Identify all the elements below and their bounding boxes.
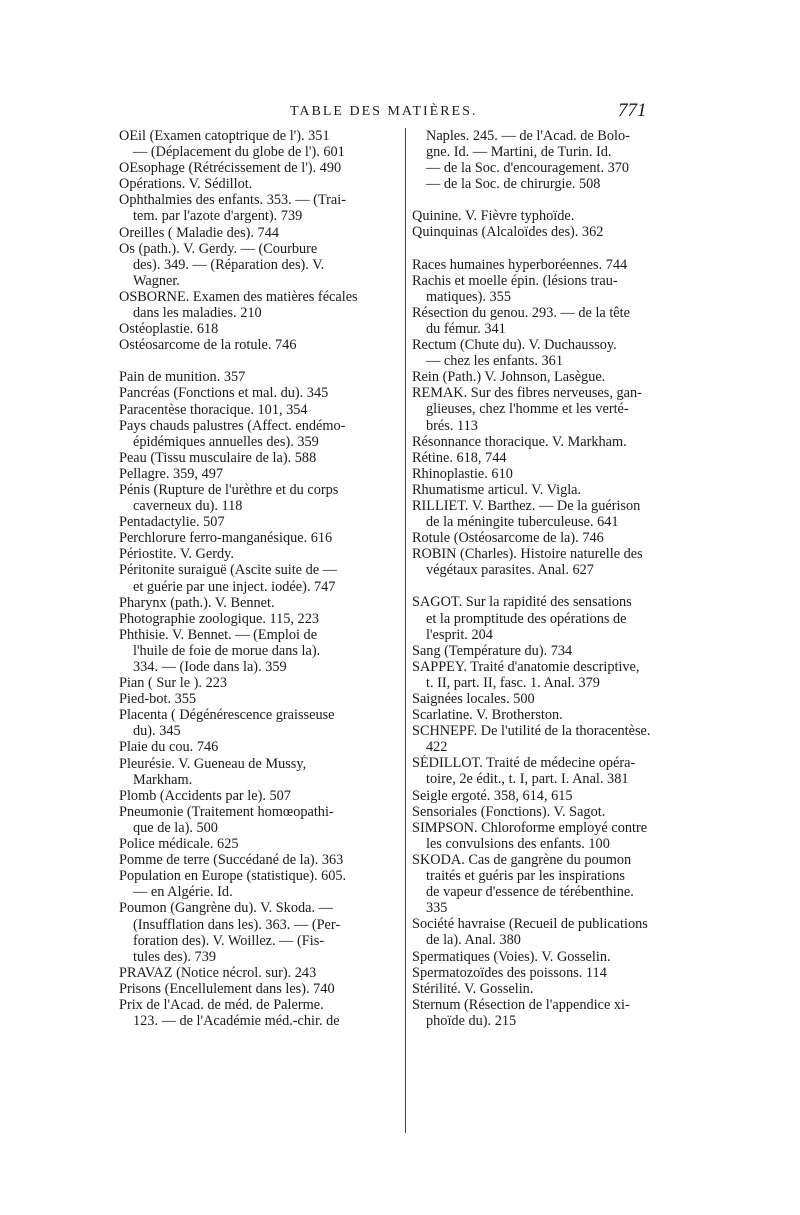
entry-line: Scarlatine. V. Brotherston. (412, 707, 563, 724)
entry-line: toire, 2e édit., t. I, part. I. Anal. 381 (426, 771, 629, 788)
entry-line: Pied-bot. 355 (119, 691, 197, 708)
entry-line: Prisons (Encellulement dans les). 740 (119, 980, 335, 997)
index-entry (412, 530, 682, 546)
index-entry (412, 723, 682, 755)
entry-line: l'esprit. 204 (426, 626, 493, 643)
index-entry (412, 997, 682, 1029)
entry-line: Races humaines hyperboréennes. 744 (412, 256, 628, 273)
index-entry (119, 804, 395, 836)
section-gap (119, 353, 395, 369)
index-entry (119, 176, 395, 192)
index-entry (412, 128, 682, 192)
entry-line: l'huile de foie de morue dans la). (133, 642, 321, 659)
left-column (119, 128, 395, 1029)
entry-line: Spermatiques (Voies). V. Gosselin. (412, 948, 611, 965)
index-entry (119, 868, 395, 884)
index-entry (119, 418, 395, 450)
index-entry (119, 900, 395, 964)
index-entry (412, 691, 682, 707)
entry-line: OSBORNE. Examen des matières fécales (119, 288, 358, 305)
index-entry (412, 659, 682, 691)
entry-line: Ostéosarcome de la rotule. 746 (119, 337, 297, 354)
entry-line: Pharynx (path.). V. Bennet. (119, 594, 275, 611)
entry-line: Ostéoplastie. 618 (119, 321, 219, 338)
entry-line: caverneux du). 118 (133, 498, 243, 515)
entry-line: Paracentèse thoracique. 101, 354 (119, 401, 308, 418)
index-entry (412, 482, 682, 498)
section-gap (412, 192, 682, 208)
entry-line: Stérilité. V. Gosselin. (412, 980, 534, 997)
entry-line: Pénis (Rupture de l'urèthre et du corps (119, 481, 339, 498)
index-entry (119, 225, 395, 241)
index-entry (412, 385, 682, 433)
index-entry (412, 257, 682, 273)
index-entry (412, 337, 682, 369)
entry-line: Spermatozoïdes des poissons. 114 (412, 964, 607, 981)
entry-line: des). 349. — (Réparation des). V. (133, 256, 325, 273)
index-entry (412, 707, 682, 723)
entry-line: OEil (Examen catoptrique de l'). 351 (119, 128, 330, 144)
entry-line: de vapeur d'essence de térébenthine. (426, 884, 634, 901)
entry-line: et guérie par une inject. iodée). 747 (133, 578, 336, 595)
index-entry (412, 450, 682, 466)
index-entry (119, 514, 395, 530)
index-entry (412, 434, 682, 450)
index-entry (119, 144, 395, 160)
index-entry (119, 611, 395, 627)
index-entry (119, 997, 395, 1029)
entry-line: Plaie du cou. 746 (119, 739, 219, 756)
entry-line: Naples. 245. — de l'Acad. de Bolo- (426, 128, 630, 144)
index-entry (119, 836, 395, 852)
entry-line: Pancréas (Fonctions et mal. du). 345 (119, 385, 329, 402)
entry-line: Pian ( Sur le ). 223 (119, 675, 228, 692)
index-entry (412, 466, 682, 482)
entry-line: Rein (Path.) V. Johnson, Lasègue. (412, 369, 606, 386)
index-entry (119, 530, 395, 546)
entry-line: glieuses, chez l'homme et les verté- (426, 401, 629, 418)
index-entry (412, 546, 682, 578)
index-entry (119, 981, 395, 997)
index-entry (119, 965, 395, 981)
column-divider (405, 128, 406, 1133)
index-entry (119, 756, 395, 788)
index-entry (119, 321, 395, 337)
entry-line: SÉDILLOT. Traité de médecine opéra- (412, 755, 636, 772)
entry-line: de la méningite tuberculeuse. 641 (426, 514, 619, 531)
index-entry (119, 884, 395, 900)
entry-line: Rectum (Chute du). V. Duchaussoy. (412, 337, 617, 354)
index-entry (119, 385, 395, 401)
entry-line: Police médicale. 625 (119, 836, 239, 853)
entry-line: SAGOT. Sur la rapidité des sensations (412, 594, 632, 611)
index-entry (119, 675, 395, 691)
entry-line: tem. par l'azote d'argent). 739 (133, 208, 303, 225)
index-entry (119, 627, 395, 675)
index-entry (119, 192, 395, 224)
entry-line: SAPPEY. Traité d'anatomie descriptive, (412, 658, 640, 675)
entry-line: 422 (426, 739, 448, 756)
entry-line: OEsophage (Rétrécissement de l'). 490 (119, 160, 342, 177)
entry-line: Peau (Tissu musculaire de la). 588 (119, 449, 317, 466)
entry-line: ROBIN (Charles). Histoire naturelle des (412, 546, 643, 563)
index-entry (119, 482, 395, 514)
entry-line: Sternum (Résection de l'appendice xi- (412, 996, 630, 1013)
entry-line: du). 345 (133, 723, 181, 740)
entry-line: Quinquinas (Alcaloïdes des). 362 (412, 224, 604, 241)
entry-line: Pentadactylie. 507 (119, 514, 225, 531)
entry-line: du fémur. 341 (426, 320, 506, 337)
index-entry (119, 788, 395, 804)
index-entry (119, 546, 395, 562)
entry-line: Markham. (133, 771, 193, 788)
entry-line: traités et guéris par les inspirations (426, 868, 625, 885)
index-entry (412, 788, 682, 804)
entry-line: Saignées locales. 500 (412, 691, 535, 707)
entry-line: Oreilles ( Maladie des). 744 (119, 224, 279, 241)
entry-line: Prix de l'Acad. de méd. de Palerme. (119, 996, 324, 1013)
entry-line: SCHNEPF. De l'utilité de la thoracentèse. (412, 723, 651, 740)
index-entry (119, 562, 395, 594)
entry-line: Pays chauds palustres (Affect. endémo- (119, 417, 346, 434)
index-entry (412, 804, 682, 820)
entry-line: phoïde du). 215 (426, 1012, 517, 1029)
entry-line: foration des). V. Woillez. — (Fis- (133, 932, 325, 949)
entry-line: et la promptitude des opérations de (426, 610, 627, 627)
index-entry (412, 224, 682, 240)
index-entry (412, 273, 682, 305)
entry-line: Rétine. 618, 744 (412, 449, 507, 466)
index-entry (412, 820, 682, 852)
entry-line: PRAVAZ (Notice nécrol. sur). 243 (119, 964, 317, 981)
entry-line: épidémiques annuelles des). 359 (133, 433, 319, 450)
entry-line: Ophthalmies des enfants. 353. — (Trai- (119, 192, 346, 209)
entry-line: Opérations. V. Sédillot. (119, 176, 253, 193)
entry-line: Placenta ( Dégénérescence graisseuse (119, 707, 335, 724)
entry-line: Poumon (Gangrène du). V. Skoda. — (119, 900, 333, 917)
entry-line: Rhumatisme articul. V. Vigla. (412, 481, 582, 498)
header-title: TABLE DES MATIÈRES. (290, 104, 478, 119)
index-entry (412, 916, 682, 948)
index-entry (119, 402, 395, 418)
index-entry (412, 498, 682, 530)
entry-line: Pneumonie (Traitement homœopathi- (119, 803, 334, 820)
entry-line: Société havraise (Recueil de publications (412, 916, 648, 933)
entry-line: Os (path.). V. Gerdy. — (Courbure (119, 240, 318, 257)
entry-line: Pain de munition. 357 (119, 369, 246, 386)
entry-line: Résonnance thoracique. V. Markham. (412, 433, 627, 450)
index-entry (412, 852, 682, 916)
entry-line: — en Algérie. Id. (133, 884, 233, 901)
entry-line: Seigle ergoté. 358, 614, 615 (412, 787, 573, 804)
entry-line: Rachis et moelle épin. (lésions trau- (412, 272, 618, 289)
entry-line: Sang (Température du). 734 (412, 642, 573, 659)
entry-line: Pleurésie. V. Gueneau de Mussy, (119, 755, 307, 772)
index-entry (119, 450, 395, 466)
section-gap (412, 578, 682, 594)
entry-line: Photographie zoologique. 115, 223 (119, 610, 319, 627)
page-number: 771 (618, 100, 647, 121)
entry-line: SIMPSON. Chloroforme employé contre (412, 819, 648, 836)
entry-line: Résection du genou. 293. — de la tête (412, 304, 630, 321)
entry-line: brés. 113 (426, 417, 478, 434)
entry-line: 123. — de l'Académie méd.-chir. de (133, 1013, 340, 1030)
entry-line: RILLIET. V. Barthez. — De la guérison (412, 497, 641, 514)
entry-line: que de la). 500 (133, 819, 218, 836)
index-entry (119, 337, 395, 353)
entry-line: SKODA. Cas de gangrène du poumon (412, 851, 632, 868)
entry-line: dans les maladies. 210 (133, 305, 262, 322)
entry-line: Péritonite suraiguë (Ascite suite de — (119, 562, 337, 579)
index-entry (412, 208, 682, 224)
index-entry (119, 707, 395, 739)
index-entry (412, 965, 682, 981)
index-entry (412, 594, 682, 642)
index-entry (412, 369, 682, 385)
entry-line: Perchlorure ferro-manganésique. 616 (119, 530, 333, 547)
index-entry (412, 755, 682, 787)
entry-line: t. II, part. II, fasc. 1. Anal. 379 (426, 674, 600, 691)
entry-line: les convulsions des enfants. 100 (426, 835, 610, 852)
index-entry (119, 852, 395, 868)
entry-line: tules des). 739 (133, 948, 216, 965)
index-entry (412, 643, 682, 659)
index-entry (119, 241, 395, 289)
entry-line: gne. Id. — Martini, de Turin. Id. (426, 144, 612, 161)
entry-line: — de la Soc. de chirurgie. 508 (426, 176, 601, 193)
entry-line: REMAK. Sur des fibres nerveuses, gan- (412, 385, 642, 402)
index-entry (412, 949, 682, 965)
entry-line: — chez les enfants. 361 (426, 353, 563, 370)
entry-line: Phthisie. V. Bennet. — (Emploi de (119, 626, 318, 643)
index-entry (119, 128, 395, 144)
entry-line: matiques). 355 (426, 288, 511, 305)
index-entry (119, 691, 395, 707)
index-entry (119, 160, 395, 176)
index-entry (412, 981, 682, 997)
entry-line: Rotule (Ostéosarcome de la). 746 (412, 530, 604, 547)
entry-line: Population en Europe (statistique). 605. (119, 868, 347, 885)
index-entry (412, 305, 682, 337)
entry-line: de la). Anal. 380 (426, 932, 521, 949)
entry-line: 334. — (Iode dans la). 359 (133, 659, 287, 675)
entry-line: Pellagre. 359, 497 (119, 465, 224, 482)
entry-line: Wagner. (133, 272, 180, 289)
entry-line: (Insufflation dans les). 363. — (Per- (133, 916, 341, 933)
index-entry (119, 466, 395, 482)
index-entry (119, 289, 395, 321)
entry-line: Quinine. V. Fièvre typhoïde. (412, 208, 575, 225)
entry-line: 335 (426, 900, 448, 917)
entry-line: Plomb (Accidents par le). 507 (119, 787, 291, 804)
right-column (412, 128, 682, 1029)
entry-line: Rhinoplastie. 610 (412, 465, 513, 482)
index-entry (119, 595, 395, 611)
entry-line: — (Déplacement du globe de l'). 601 (133, 144, 345, 161)
entry-line: — de la Soc. d'encouragement. 370 (426, 160, 630, 177)
index-entry (119, 369, 395, 385)
entry-line: Pomme de terre (Succédané de la). 363 (119, 852, 344, 869)
entry-line: Sensoriales (Fonctions). V. Sagot. (412, 803, 606, 820)
index-entry (119, 739, 395, 755)
section-gap (412, 241, 682, 257)
entry-line: végétaux parasites. Anal. 627 (426, 562, 594, 579)
entry-line: Périostite. V. Gerdy. (119, 546, 234, 563)
